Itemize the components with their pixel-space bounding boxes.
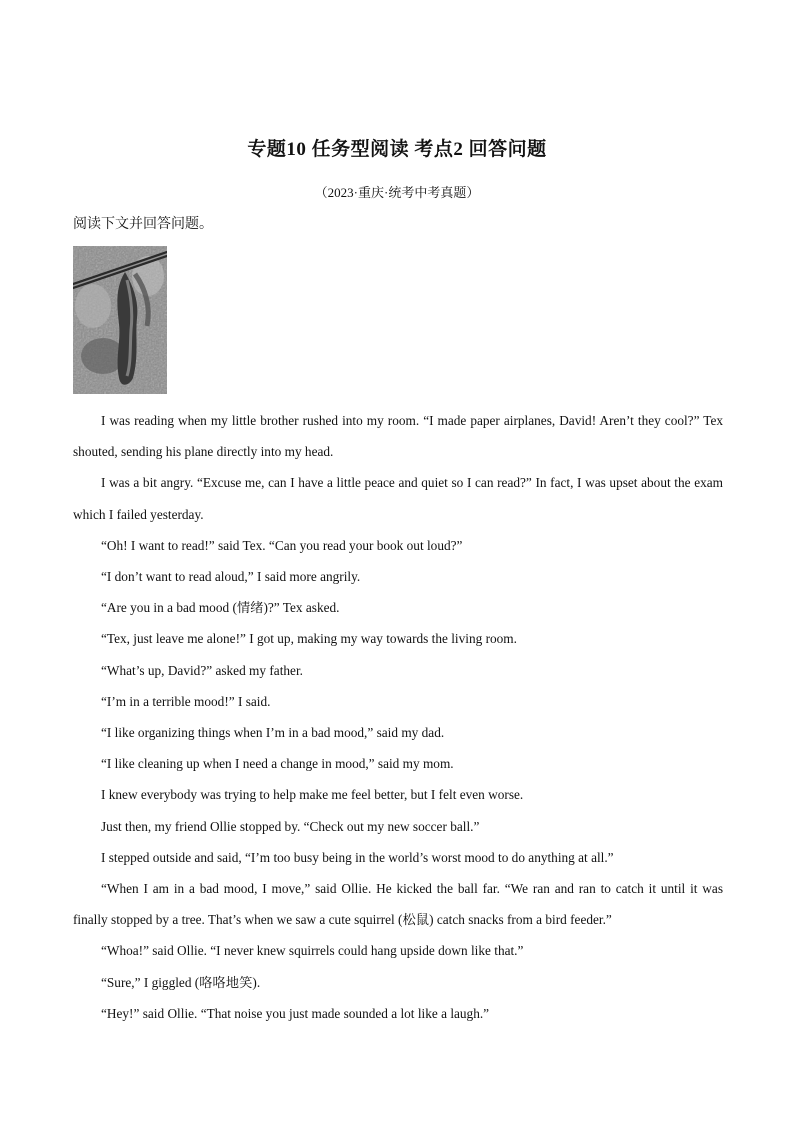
paragraph: “Tex, just leave me alone!” I got up, making my way towards the living room. xyxy=(101,631,517,647)
page-title: 专题10 任务型阅读 考点2 回答问题 xyxy=(247,139,547,160)
paragraph: I was reading when my little brother rushed into my room. “I made paper airplanes, David! Aren’t they cool?” Tex shouted, sending his plane directly into my head. xyxy=(73,413,723,460)
paragraph: I knew everybody was trying to help make me feel better, but I felt even worse. xyxy=(101,787,524,803)
paragraph: I was a bit angry. “Excuse me, can I have a little peace and quiet so I can read?” In fact, I was upset about the exam which I failed yesterday. xyxy=(73,475,723,522)
story-text xyxy=(73,405,723,1029)
paragraph: “I like organizing things when I’m in a bad mood,” said my dad. xyxy=(101,725,445,741)
paragraph: “Whoa!” said Ollie. “I never knew squirrels could hang upside down like that.” xyxy=(101,943,524,959)
instruction: 阅读下文并回答问题。 xyxy=(73,217,213,232)
source-note: （2023·重庆·统考中考真题） xyxy=(314,185,480,200)
paragraph: “Are you in a bad mood (情绪)?” Tex asked. xyxy=(101,600,340,616)
paragraph: Just then, my friend Ollie stopped by. “Check out my new soccer ball.” xyxy=(101,818,480,834)
paragraph: “Hey!” said Ollie. “That noise you just made sounded a lot like a laugh.” xyxy=(101,1005,490,1021)
squirrel-photo xyxy=(73,246,167,394)
paragraph: “I like cleaning up when I need a change in mood,” said my mom. xyxy=(101,756,454,772)
paragraph: “Sure,” I giggled (咯咯地笑). xyxy=(101,974,261,990)
paragraph: I stepped outside and said, “I’m too busy being in the world’s worst mood to do anything at all.” xyxy=(101,849,614,865)
paragraph: “I don’t want to read aloud,” I said more angrily. xyxy=(101,569,361,585)
paragraph: “I’m in a terrible mood!” I said. xyxy=(101,693,271,709)
paragraph: “Oh! I want to read!” said Tex. “Can you read your book out loud?” xyxy=(101,537,463,553)
paragraph: “When I am in a bad mood, I move,” said Ollie. He kicked the ball far. “We ran and ran to catch it until it was finally stopped by a tree. That’s when we saw a cute squirrel (松鼠) catch snacks from a bird feeder.” xyxy=(73,881,723,928)
paragraph: “What’s up, David?” asked my father. xyxy=(101,662,303,678)
